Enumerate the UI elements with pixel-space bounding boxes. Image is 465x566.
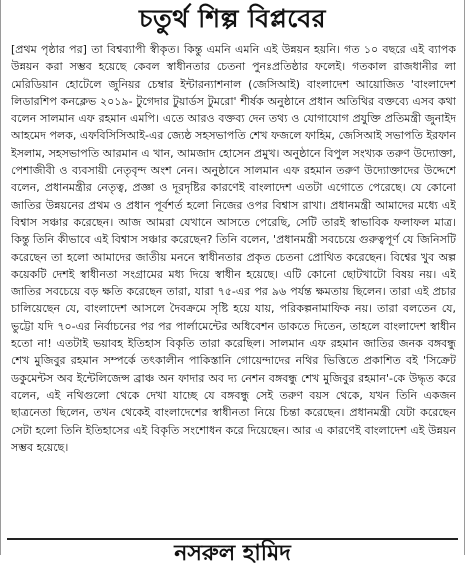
next-article-headline: নসরুল হামিদ (174, 540, 291, 566)
article-headline: চতুর্থ শিল্প বিপ্লবের (139, 4, 326, 33)
article-body: [প্রথম পৃষ্ঠার পর] তা বিশ্বব্যাপী স্বীকৃত। কিন্তু এমনি এমনি এই উন্নয়ন হয়নি। গত ১০ বছরে এই ব্যাপক উন্নয়ন করা সম্ভব হয়েছে কেবল স্বাধীনতার চেতনা পুনঃপ্রতিষ্ঠার ফলেই। গতকাল রাজধানীর লা মেরিডিয়ান হোটেলে জুনিয়র চেম্বার ইন্টারন্যাশনাল (জেসিআই) বাংলাদেশ আয়োজিত 'বাংলাদেশ লিডারশিপ কনক্লেভ ২০১৯- টুগেদার টুয়ার্ডস টুমরো' শীর্ষক অনুষ্ঠানে প্রধান অতিথির বক্তব্যে এসব কথা বলেন সালমান এফ রহমান এমপি। এতে আরও বক্তব্য দেন তথ্য ও যোগাযোগ প্রযুক্তি প্রতিমন্ত্রী জুনাইদ আহমেদ পলক, এফবিসিসিআই-এর জ্যেষ্ঠ সহসভাপতি শেখ ফজলে ফাহিম, জেসিআই সভাপতি ইরফান ইসলাম, সহসভাপতি আরমান এ খান, আমজাদ হোসেন প্রমুখ। অনুষ্ঠানে বিপুল সংখ্যক তরুণ উদ্যোক্তা, পেশাজীবী ও ব্যবসায়ী নেতৃবৃন্দ অংশ নেন। অনুষ্ঠানে সালমান এফ রহমান তরুণ উদ্যোক্তাদের উদ্দেশে বলেন, প্রধানমন্ত্রীর নেতৃত্ব, প্রজ্ঞা ও দূরদৃষ্টির কারণেই বাংলাদেশ এতটা এগোতে পেরেছে। যে কোনো জাতির উন্নয়নের প্রথম ও প্রধান পূর্বশর্ত হলো নিজের ওপর বিশ্বাস রাখা। প্রধানমন্ত্রী আমাদের মধ্যে এই বিশ্বাস সঞ্চার করেছেন। আজ আমরা যেখানে আসতে পেরেছি, সেটি তারই স্বাভাবিক ফলাফল মাত্র। কিন্তু তিনি কীভাবে এই বিশ্বাস সঞ্চার করেছেন? তিনি বলেন, 'প্রধানমন্ত্রী সবচেয়ে গুরুত্বপূর্ণ যে জিনিসটি করেছেন তা হলো আমাদের জাতীয় মননে স্বাধীনতার প্রকৃত চেতনা প্রোথিত করেছেন। বিশ্বের খুব অল্প কয়েকটি দেশই স্বাধীনতা সংগ্রামের মধ্য দিয়ে স্বাধীন হয়েছে। এটি কোনো ছোটখাটো বিষয় নয়। এই জাতির সবচেয়ে বড় ক্ষতি করেছেন তারা, যারা ৭৫-এর পর ৯৬ পর্যন্ত ক্ষমতায় ছিলেন। তারা এই প্রচার চালিয়েছেন যে, বাংলাদেশ আসলে দৈবক্রমে সৃষ্টি হয়ে যায়, পরিকল্পনামাফিক নয়। তারা বলতেন যে, ভুট্টো যদি ৭০-এর নির্বাচনের পর পর পার্লামেন্টের অধিবেশন ডাকতে দিতেন, তাহলে বাংলাদেশ স্বাধীন হতো না! এতটাই ভয়াবহ ইতিহাস বিকৃতি তারা করেছিল। সালমান এফ রহমান জাতির জনক বঙ্গবন্ধু শেখ মুজিবুর রহমান সম্পর্কে তৎকালীন পাকিস্তানি গোয়েন্দাদের নথির ভিত্তিতে প্রকাশিত বই 'সিক্রেট ডকুমেন্টস অব ইন্টেলিজেন্স ব্রাঞ্চ অন ফাদার অব দ্য নেশন বঙ্গবন্ধু শেখ মুজিবুর রহমান'-কে উদ্ধৃত করে বলেন, এই নথিগুলো থেকে দেখা যাচ্ছে যে বঙ্গবন্ধু সেই তরুণ বয়স থেকে, যখন তিনি একজন ছাত্রনেতা ছিলেন, তখন থেকেই বাংলাদেশের স্বাধীনতা নিয়ে চিন্তা করেছেন। প্রধানমন্ত্রী যেটা করেছেন সেটা হলো তিনি ইতিহাসের এই বিকৃতি সংশোধন করে দিয়েছেন। আর এ কারণেই বাংলাদেশ এই উন্নয়ন সম্ভব হয়েছে। (11, 43, 456, 454)
